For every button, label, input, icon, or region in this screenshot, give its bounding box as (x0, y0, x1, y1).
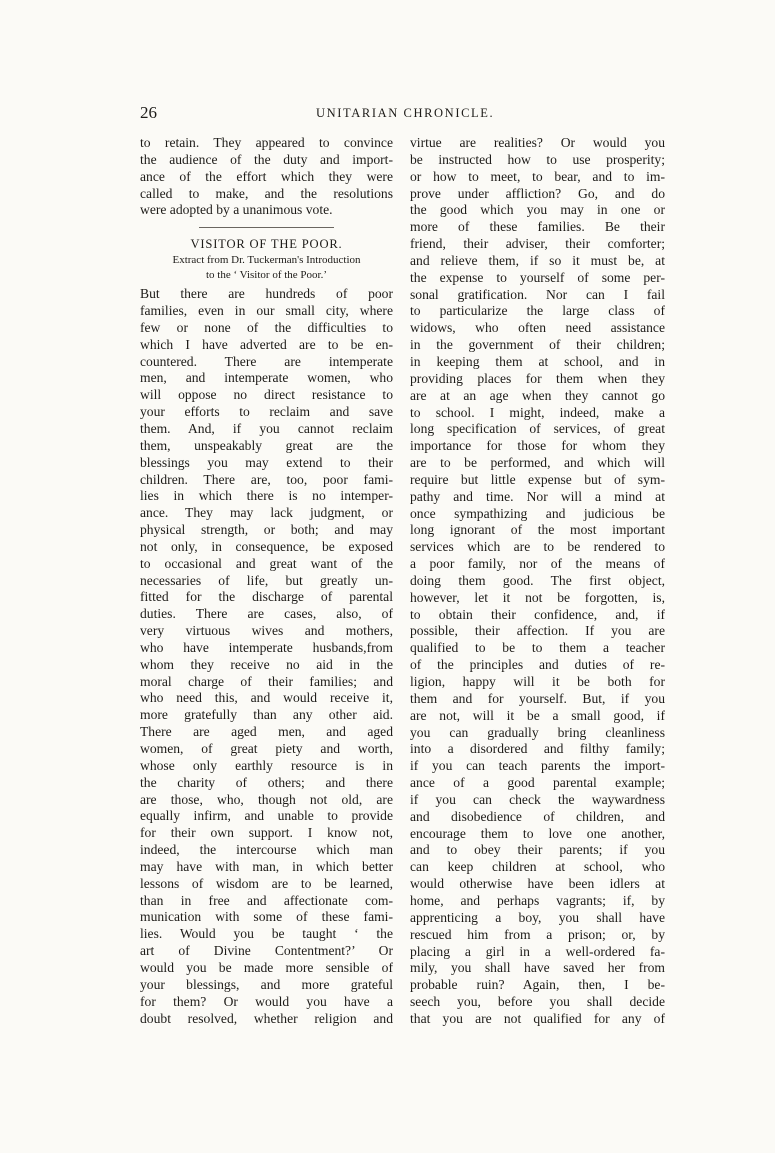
text-line: virtue are realities? Or would you (410, 135, 665, 150)
text-line: that you are not qualified for any of (410, 1010, 665, 1026)
text-line: whose only earthly resource is in (140, 757, 393, 773)
text-line: doubt resolved, whether religion and (140, 1010, 393, 1026)
text-line: them and for yourself. But, if you (410, 690, 665, 706)
text-line: more of these families. Be their (410, 219, 665, 235)
text-line: ance of a good parental example; (410, 775, 665, 791)
text-line: the charity of others; and there (140, 774, 393, 790)
text-line: duties. There are cases, also, of (140, 606, 393, 622)
section-rule (199, 227, 334, 228)
text-line: home, and perhaps vagrants; if, by (410, 892, 665, 908)
text-line: fitted for the discharge of parental (140, 589, 393, 605)
text-line: mily, you shall have saved her from (410, 960, 665, 976)
text-line: qualified to be to them a teacher (410, 640, 665, 656)
text-line: your efforts to reclaim and save (140, 404, 393, 420)
text-line: your blessings, and more grateful (140, 976, 393, 992)
text-line: once sympathizing and judicious be (410, 505, 665, 521)
running-head (140, 103, 665, 123)
text-line: will oppose no direct resistance to (140, 387, 393, 403)
text-line: for their own support. I know not, (140, 825, 393, 841)
text-line: physical strength, or both; and may (140, 522, 393, 538)
text-line: sonal gratification. Nor can I fail (410, 286, 665, 302)
section-title: VISITOR OF THE POOR. (190, 237, 343, 252)
text-line: importance for those for whom they (410, 438, 665, 454)
text-line: them. And, if you cannot reclaim (140, 420, 393, 436)
section-subtitle: Extract from Dr. Tuckerman's Introduction (172, 254, 361, 267)
text-line: would you be made more sensible of (140, 959, 393, 975)
text-line: for them? Or would you have a (140, 993, 393, 1009)
text-line: who need this, and would receive it, (140, 690, 393, 706)
section-subtitle: to the ‘ Visitor of the Poor.’ (205, 269, 328, 282)
text-line: rescued him from a prison; or, by (410, 926, 665, 942)
text-line: countered. There are intemperate (140, 353, 393, 369)
text-line: to particularize the large class of (410, 303, 665, 319)
text-line: apprenticing a boy, you shall have (410, 909, 665, 925)
text-line: whom they receive no aid in the (140, 656, 393, 672)
text-line: pathy and time. Nor will a mind at (410, 488, 665, 504)
text-line: services which are to be rendered to (410, 539, 665, 555)
text-line: providing places for them when they (410, 370, 665, 386)
text-line: prove under affliction? Go, and do (410, 185, 665, 201)
text-line: the audience of the duty and import- (140, 151, 393, 167)
text-line: into a disordered and filthy family; (410, 741, 665, 757)
text-line: were adopted by a unanimous vote. (140, 202, 333, 218)
text-line: a poor family, nor of the means of (410, 556, 665, 572)
text-line: are at an age when they cannot go (410, 387, 665, 403)
text-line: placing a girl in a well-ordered fa- (410, 943, 665, 959)
text-line: and disobedience of children, and (410, 808, 665, 824)
text-line: who have intemperate husbands,from (140, 639, 393, 655)
text-line: you can gradually bring cleanliness (410, 724, 665, 740)
text-line: can keep children at school, who (410, 859, 665, 875)
text-line: But there are hundreds of poor (140, 286, 393, 302)
text-line: possible, their affection. If you are (410, 623, 665, 639)
text-line: children. There are, too, poor fami- (140, 471, 393, 487)
text-line: which I have adverted are to be en- (140, 336, 393, 352)
text-line: seech you, before you shall decide (410, 994, 665, 1010)
text-line: encourage them to love one another, (410, 825, 665, 841)
text-line: or how to meet, to bear, and to im- (410, 168, 665, 184)
text-line: in the government of their children; (410, 337, 665, 353)
text-line: necessaries of life, but greatly un- (140, 572, 393, 588)
text-line: very virtuous wives and mothers, (140, 623, 393, 639)
page-number: 26 (140, 103, 157, 122)
text-line: would otherwise have been idlers at (410, 876, 665, 892)
text-line: lessons of wisdom are to be learned, (140, 875, 393, 891)
text-line: them, unspeakably great are the (140, 437, 393, 453)
text-line: ligion, happy will it be both for (410, 674, 665, 689)
text-line: families, even in our small city, where (140, 303, 393, 319)
text-line: probable ruin? Again, then, I be- (410, 977, 665, 993)
text-line: in keeping them at school, and in (410, 353, 665, 369)
text-line: ance. They may lack judgment, or (140, 505, 393, 521)
text-line: moral charge of their families; and (140, 673, 393, 689)
left-column (140, 135, 393, 1027)
text-line: few or none of the difficulties to (140, 319, 393, 335)
text-line: men, and intemperate women, who (140, 370, 393, 386)
text-line: not only, in consequence, be exposed (140, 538, 393, 554)
text-line: of the principles and duties of re- (410, 657, 665, 673)
journal-title: UNITARIAN CHRONICLE. (316, 106, 495, 120)
text-line: long specification of services, of great (410, 421, 665, 437)
text-line: to obtain their confidence, and, if (410, 606, 665, 622)
text-line: than in free and affectionate com- (140, 892, 393, 908)
text-line: however, let it not be forgotten, is, (410, 589, 665, 605)
text-line: and to obey their parents; if you (410, 842, 665, 858)
text-line: long ignorant of the most important (410, 522, 665, 538)
text-line: if you can check the waywardness (410, 791, 665, 807)
text-line: more gratefully than any other aid. (140, 707, 393, 723)
text-line: ance of the effort which they were (140, 168, 393, 184)
text-line: are those, who, though not old, are (140, 791, 393, 807)
text-line: called to make, and the resolutions (140, 185, 393, 201)
text-line: to retain. They appeared to convince (140, 135, 393, 150)
text-line: lies. Would you be taught ‘ the (140, 926, 393, 942)
text-line: lies in which there is no intemper- (140, 488, 393, 504)
text-line: are not, will it be a small good, if (410, 707, 665, 723)
text-line: may have with man, in which better (140, 858, 393, 874)
text-line: the good which you may in one or (410, 202, 665, 218)
text-line: if you can teach parents the import- (410, 758, 665, 774)
text-line: There are aged men, and aged (140, 724, 393, 740)
text-line: friend, their adviser, their comforter; (410, 236, 665, 252)
text-line: blessings you may extend to their (140, 454, 393, 470)
text-line: art of Divine Contentment?’ Or (140, 943, 393, 959)
text-line: women, of great piety and worth, (140, 741, 393, 756)
text-line: to school. I might, indeed, make a (410, 404, 665, 420)
text-line: equally infirm, and unable to provide (140, 808, 393, 824)
text-line: widows, who often need assistance (410, 320, 665, 336)
text-line: be instructed how to use prosperity; (410, 151, 665, 167)
text-line: doing them good. The first object, (410, 572, 665, 588)
text-line: are to be performed, and which will (410, 455, 665, 471)
text-line: the expense to yourself of some per- (410, 269, 665, 285)
text-line: munication with some of these fami- (140, 909, 393, 925)
text-line: and relieve them, if so it must be, at (410, 252, 665, 268)
text-line: to occasional and great want of the (140, 555, 393, 571)
text-line: indeed, the intercourse which man (140, 842, 393, 858)
text-line: require but little expense but of sym- (410, 471, 665, 487)
right-column (410, 135, 665, 1028)
